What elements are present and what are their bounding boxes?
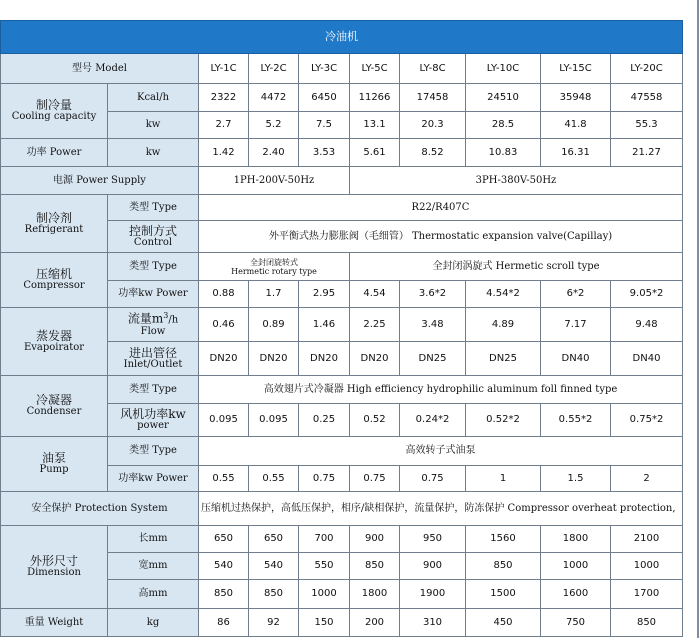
value-cell: 6450 <box>299 84 350 112</box>
value-cell: 1600 <box>541 580 611 609</box>
value-cell: 1.42 <box>199 139 249 167</box>
value-cell: DN20 <box>199 342 249 376</box>
value-cell: 2 <box>611 466 683 492</box>
value-cell: 11266 <box>350 84 400 112</box>
model-cell: LY-10C <box>466 54 541 84</box>
dimension-length-row <box>1 526 683 553</box>
value-cell: 0.75 <box>350 466 400 492</box>
value-cell: 750 <box>541 609 611 637</box>
value-cell: 47558 <box>611 84 683 112</box>
value-cell: 4.54*2 <box>466 281 541 308</box>
value-cell: 0.55 <box>249 466 299 492</box>
value-cell: 0.52 <box>350 404 400 437</box>
value-cell: DN25 <box>400 342 466 376</box>
value-cell: 310 <box>400 609 466 637</box>
value-cell: 1 <box>466 466 541 492</box>
value-cell: 700 <box>299 526 350 553</box>
value-cell: 850 <box>466 553 541 580</box>
value-cell: 540 <box>249 553 299 580</box>
value-cell: 0.095 <box>249 404 299 437</box>
power-row <box>1 139 683 167</box>
condenser-type-value: 高效翅片式冷凝器 High efficiency hydrophilic aluminum foll finned type <box>199 376 683 404</box>
model-cell: LY-3C <box>299 54 350 84</box>
model-cell: LY-8C <box>400 54 466 84</box>
compressor-label: 压缩机 Compressor <box>1 253 108 308</box>
value-cell: 550 <box>299 553 350 580</box>
width-label: 宽mm <box>108 553 199 580</box>
value-cell: 2322 <box>199 84 249 112</box>
cooling-kcal-row <box>1 84 683 112</box>
value-cell: 9.05*2 <box>611 281 683 308</box>
length-label: 长mm <box>108 526 199 553</box>
spec-table <box>0 20 683 637</box>
value-cell: 1800 <box>350 580 400 609</box>
value-cell: DN20 <box>350 342 400 376</box>
value-cell: 1900 <box>400 580 466 609</box>
control-label: 控制方式 Control <box>108 221 199 253</box>
value-cell: 0.25 <box>299 404 350 437</box>
value-cell: 41.8 <box>541 112 611 139</box>
fan-power-label: 风机功率kw power <box>108 404 199 437</box>
weight-label: 重量 Weight <box>1 609 108 637</box>
value-cell: 0.095 <box>199 404 249 437</box>
value-cell: DN40 <box>611 342 683 376</box>
compressor-rotary-type: 全封闭旋转式 Hermetic rotary type <box>199 253 350 281</box>
value-cell: 540 <box>199 553 249 580</box>
value-cell: 0.24*2 <box>400 404 466 437</box>
value-cell: 1000 <box>541 553 611 580</box>
value-cell: 5.61 <box>350 139 400 167</box>
value-cell: 2100 <box>611 526 683 553</box>
pump-type-row <box>1 437 683 466</box>
value-cell: 850 <box>350 553 400 580</box>
value-cell: 2.95 <box>299 281 350 308</box>
power-label: 功率kw Power <box>108 466 199 492</box>
value-cell: 10.83 <box>466 139 541 167</box>
value-cell: 1560 <box>466 526 541 553</box>
evaporator-label: 蒸发器 Evapoirator <box>1 308 108 376</box>
value-cell: 92 <box>249 609 299 637</box>
value-cell: 24510 <box>466 84 541 112</box>
value-cell: 4472 <box>249 84 299 112</box>
unit-cell: kg <box>108 609 199 637</box>
supply-row <box>1 167 683 195</box>
type-label: 类型 Type <box>108 253 199 281</box>
value-cell: 900 <box>400 553 466 580</box>
protection-value: 压缩机过热保护，高低压保护，相序/缺相保护，流量保护，防冻保护 Compressor overheat protection, <box>199 492 683 526</box>
height-label: 高mm <box>108 580 199 609</box>
value-cell: 5.2 <box>249 112 299 139</box>
table-title: 冷油机 <box>1 21 683 54</box>
value-cell: 35948 <box>541 84 611 112</box>
unit-cell: kw <box>108 112 199 139</box>
top-margin <box>0 0 699 20</box>
value-cell: 8.52 <box>400 139 466 167</box>
value-cell: 2.7 <box>199 112 249 139</box>
value-cell: 0.75 <box>299 466 350 492</box>
value-cell: 150 <box>299 609 350 637</box>
supply-label: 电源 Power Supply <box>1 167 199 195</box>
value-cell: 1800 <box>541 526 611 553</box>
value-cell: 0.75 <box>400 466 466 492</box>
value-cell: 900 <box>350 526 400 553</box>
power-label: 功率kw Power <box>108 281 199 308</box>
type-label: 类型 Type <box>108 376 199 404</box>
value-cell: 2.25 <box>350 308 400 342</box>
value-cell: 650 <box>199 526 249 553</box>
value-cell: 1500 <box>466 580 541 609</box>
value-cell: 3.6*2 <box>400 281 466 308</box>
value-cell: 450 <box>466 609 541 637</box>
supply-three-phase: 3PH-380V-50Hz <box>350 167 683 195</box>
condenser-type-row <box>1 376 683 404</box>
value-cell: 0.89 <box>249 308 299 342</box>
model-cell: LY-5C <box>350 54 400 84</box>
value-cell: 17458 <box>400 84 466 112</box>
value-cell: 1000 <box>611 553 683 580</box>
condenser-label: 冷凝器 Condenser <box>1 376 108 437</box>
value-cell: 7.17 <box>541 308 611 342</box>
pipe-label: 进出管径 Inlet/Outlet <box>108 342 199 376</box>
value-cell: 16.31 <box>541 139 611 167</box>
value-cell: 200 <box>350 609 400 637</box>
value-cell: 9.48 <box>611 308 683 342</box>
protection-label: 安全保护 Protection System <box>1 492 199 526</box>
value-cell: 0.55*2 <box>541 404 611 437</box>
value-cell: DN20 <box>249 342 299 376</box>
unit-cell: Kcal/h <box>108 84 199 112</box>
value-cell: 28.5 <box>466 112 541 139</box>
pump-type-value: 高效转子式油泵 <box>199 437 683 466</box>
value-cell: 950 <box>400 526 466 553</box>
value-cell: DN40 <box>541 342 611 376</box>
value-cell: 1.7 <box>249 281 299 308</box>
refrigerant-type-row <box>1 195 683 221</box>
value-cell: DN25 <box>466 342 541 376</box>
model-row <box>1 54 683 84</box>
value-cell: 1.5 <box>541 466 611 492</box>
value-cell: 86 <box>199 609 249 637</box>
type-label: 类型 Type <box>108 437 199 466</box>
value-cell: 21.27 <box>611 139 683 167</box>
value-cell: 650 <box>249 526 299 553</box>
value-cell: 0.55 <box>199 466 249 492</box>
pump-label: 油泵 Pump <box>1 437 108 492</box>
value-cell: 0.88 <box>199 281 249 308</box>
dimension-label: 外形尺寸 Dimension <box>1 526 108 609</box>
value-cell: 20.3 <box>400 112 466 139</box>
protection-row <box>1 492 683 526</box>
model-label: 型号 Model <box>1 54 199 84</box>
refrigerant-type-value: R22/R407C <box>199 195 683 221</box>
value-cell: DN20 <box>299 342 350 376</box>
supply-single-phase: 1PH-200V-50Hz <box>199 167 350 195</box>
value-cell: 850 <box>199 580 249 609</box>
value-cell: 55.3 <box>611 112 683 139</box>
value-cell: 1.46 <box>299 308 350 342</box>
power-label: 功率 Power <box>1 139 108 167</box>
compressor-type-row <box>1 253 683 281</box>
value-cell: 0.75*2 <box>611 404 683 437</box>
refrigerant-label: 制冷剂 Refrigerant <box>1 195 108 253</box>
evaporator-flow-row <box>1 308 683 342</box>
type-label: 类型 Type <box>108 195 199 221</box>
value-cell: 6*2 <box>541 281 611 308</box>
value-cell: 3.53 <box>299 139 350 167</box>
value-cell: 7.5 <box>299 112 350 139</box>
value-cell: 1700 <box>611 580 683 609</box>
compressor-scroll-type: 全封闭涡旋式 Hermetic scroll type <box>350 253 683 281</box>
value-cell: 2.40 <box>249 139 299 167</box>
model-cell: LY-15C <box>541 54 611 84</box>
value-cell: 850 <box>249 580 299 609</box>
value-cell: 1000 <box>299 580 350 609</box>
value-cell: 0.52*2 <box>466 404 541 437</box>
value-cell: 4.54 <box>350 281 400 308</box>
cooling-label: 制冷量 Cooling capacity <box>1 84 108 139</box>
unit-cell: kw <box>108 139 199 167</box>
value-cell: 0.46 <box>199 308 249 342</box>
value-cell: 850 <box>611 609 683 637</box>
value-cell: 3.48 <box>400 308 466 342</box>
model-cell: LY-20C <box>611 54 683 84</box>
value-cell: 13.1 <box>350 112 400 139</box>
weight-row <box>1 609 683 637</box>
value-cell: 4.89 <box>466 308 541 342</box>
model-cell: LY-1C <box>199 54 249 84</box>
model-cell: LY-2C <box>249 54 299 84</box>
control-value: 外平衡式热力膨胀阀（毛细管） Thermostatic expansion valve(Capillay) <box>199 221 683 253</box>
flow-label: 流量$m^3/h$ Flow <box>108 308 199 342</box>
